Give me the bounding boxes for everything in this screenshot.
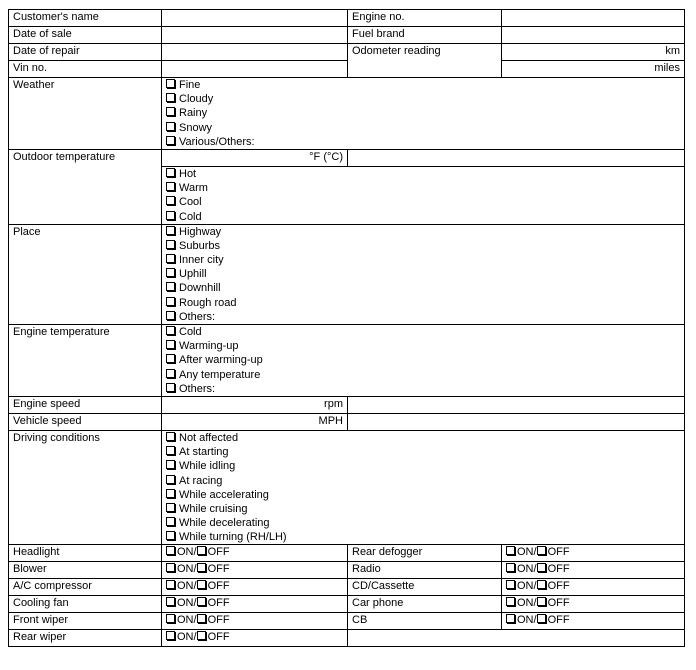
switch-label-cd-cassette: CD/Cassette	[348, 579, 502, 596]
option-any-temperature[interactable]	[166, 368, 680, 382]
off-label: OFF	[207, 631, 230, 644]
switch-row	[9, 545, 685, 562]
on-label: ON/	[517, 614, 537, 627]
off-checkbox-icon[interactable]	[537, 614, 546, 623]
on-checkbox-icon[interactable]	[166, 597, 175, 606]
on-checkbox-icon[interactable]	[166, 563, 175, 572]
off-checkbox-icon[interactable]	[537, 563, 546, 572]
off-label: OFF	[207, 614, 230, 627]
option-cool[interactable]	[166, 195, 680, 209]
checkbox-icon[interactable]	[166, 297, 175, 306]
engine-speed-row	[9, 396, 685, 413]
on-label: ON/	[177, 597, 197, 610]
place-options	[162, 224, 685, 324]
outdoor-temperature-row	[9, 149, 685, 166]
checkbox-icon[interactable]	[166, 446, 175, 455]
option-cloudy[interactable]	[166, 92, 680, 106]
off-label: OFF	[207, 597, 230, 610]
option-fine[interactable]	[166, 78, 680, 92]
switch-label-cb: CB	[348, 613, 502, 630]
on-checkbox-icon[interactable]	[166, 614, 175, 623]
checkbox-icon[interactable]	[166, 432, 175, 441]
option-label: Uphill	[179, 268, 207, 281]
off-checkbox-icon[interactable]	[197, 546, 206, 555]
off-checkbox-icon[interactable]	[197, 563, 206, 572]
checkbox-icon[interactable]	[166, 226, 175, 235]
checkbox-icon[interactable]	[166, 107, 175, 116]
customer-name-label: Customer's name	[9, 10, 162, 27]
checkbox-icon[interactable]	[166, 311, 175, 320]
driving-conditions-row	[9, 430, 685, 545]
checkbox-icon[interactable]	[166, 517, 175, 526]
off-checkbox-icon[interactable]	[537, 597, 546, 606]
checkbox-icon[interactable]	[166, 460, 175, 469]
on-label: ON/	[177, 563, 197, 576]
option-while-cruising[interactable]	[166, 502, 680, 516]
checkbox-icon[interactable]	[166, 136, 175, 145]
switch-headlight-onoff	[162, 545, 348, 562]
place-label: Place	[9, 224, 162, 324]
off-checkbox-icon[interactable]	[197, 614, 206, 623]
option-label: At starting	[179, 446, 229, 459]
option-while-decelerating[interactable]	[166, 516, 680, 530]
option-label: Cold	[179, 326, 202, 338]
checkbox-icon[interactable]	[166, 168, 175, 177]
switch-row	[9, 579, 685, 596]
switch-cd-cassette-onoff	[502, 579, 685, 596]
switch-front-wiper-onoff	[162, 613, 348, 630]
option-label: While turning (RH/LH)	[179, 531, 287, 544]
switch-label-cooling-fan: Cooling fan	[9, 596, 162, 613]
vehicle-speed-field[interactable]: MPH	[162, 413, 348, 430]
checkbox-icon[interactable]	[166, 326, 175, 335]
option-label: Suburbs	[179, 239, 220, 252]
option-label: Not affected	[179, 431, 239, 444]
option-highway[interactable]	[166, 225, 680, 239]
on-checkbox-icon[interactable]	[506, 580, 515, 589]
form-body	[9, 10, 685, 647]
option-suburbs[interactable]	[166, 239, 680, 253]
option-at-racing[interactable]	[166, 474, 680, 488]
engine-temperature-row	[9, 325, 685, 397]
off-checkbox-icon[interactable]	[537, 580, 546, 589]
option-hot[interactable]	[166, 167, 680, 181]
checkbox-icon[interactable]	[166, 531, 175, 540]
option-label: Cold	[179, 210, 202, 223]
option-label: Any temperature	[179, 368, 261, 381]
checkbox-icon[interactable]	[166, 475, 175, 484]
checkbox-icon[interactable]	[166, 489, 175, 498]
checkbox-icon[interactable]	[166, 122, 175, 131]
option-not-affected[interactable]	[166, 431, 680, 445]
fuel-brand-field[interactable]	[502, 27, 685, 44]
option-cold[interactable]	[166, 325, 680, 339]
switch-label-rear-wiper: Rear wiper	[9, 630, 162, 647]
off-checkbox-icon[interactable]	[197, 597, 206, 606]
off-checkbox-icon[interactable]	[197, 631, 206, 640]
option-label: Warm	[179, 182, 208, 195]
switch-cooling-fan-onoff	[162, 596, 348, 613]
engine-no-field[interactable]	[502, 10, 685, 27]
option-label: Rainy	[179, 107, 208, 120]
option-uphill[interactable]	[166, 267, 680, 281]
switch-label-blower: Blower	[9, 562, 162, 579]
engine-speed-label: Engine speed	[9, 396, 162, 413]
checkbox-icon[interactable]	[166, 240, 175, 249]
option-label: Cool	[179, 196, 202, 209]
odometer-label: Odometer reading	[348, 44, 502, 78]
fuel-brand-label: Fuel brand	[348, 27, 502, 44]
date-of-repair-field[interactable]	[162, 44, 348, 61]
checkbox-icon[interactable]	[166, 254, 175, 263]
date-of-repair-row	[9, 44, 685, 61]
switch-car-phone-onoff	[502, 596, 685, 613]
date-of-repair-label: Date of repair	[9, 44, 162, 61]
option-while-accelerating[interactable]	[166, 488, 680, 502]
switch-label-car-phone: Car phone	[348, 596, 502, 613]
odometer-miles-field[interactable]: miles	[502, 61, 685, 78]
customer-name-row	[9, 10, 685, 27]
outdoor-temperature-options	[162, 166, 685, 224]
switch-cb-onoff	[502, 613, 685, 630]
option-label: Various/Others:	[179, 135, 255, 148]
driving-conditions-options	[162, 430, 685, 545]
option-label: Highway	[179, 225, 222, 238]
off-label: OFF	[547, 563, 570, 576]
option-label: Rough road	[179, 296, 237, 309]
option-label: Downhill	[179, 282, 221, 295]
engine-speed-field[interactable]: rpm	[162, 396, 348, 413]
checkbox-icon[interactable]	[166, 182, 175, 191]
switch-label-headlight: Headlight	[9, 545, 162, 562]
vehicle-condition-form	[8, 9, 685, 647]
on-checkbox-icon[interactable]	[166, 580, 175, 589]
on-label: ON/	[177, 631, 197, 644]
checkbox-icon[interactable]	[166, 93, 175, 102]
option-warm[interactable]	[166, 181, 680, 195]
off-label: OFF	[207, 546, 230, 559]
checkbox-icon[interactable]	[166, 369, 175, 378]
checkbox-icon[interactable]	[166, 503, 175, 512]
option-others[interactable]	[166, 310, 680, 324]
option-after-warming-up[interactable]	[166, 353, 680, 367]
on-label: ON/	[517, 546, 537, 559]
option-label: Cloudy	[179, 93, 214, 106]
on-checkbox-icon[interactable]	[506, 597, 515, 606]
option-label: After warming-up	[179, 354, 263, 367]
on-label: ON/	[177, 546, 197, 559]
option-label: Others:	[179, 382, 216, 395]
option-label: Snowy	[179, 121, 213, 134]
on-checkbox-icon[interactable]	[506, 563, 515, 572]
option-label: Inner city	[179, 254, 224, 267]
option-label: Others:	[179, 310, 216, 323]
weather-label: Weather	[9, 78, 162, 150]
option-downhill[interactable]	[166, 281, 680, 295]
option-label: Fine	[179, 79, 201, 91]
off-label: OFF	[547, 580, 570, 593]
off-label: OFF	[547, 597, 570, 610]
vin-no-label: Vin no.	[9, 61, 162, 78]
switch-label-rear-defogger: Rear defogger	[348, 545, 502, 562]
customer-name-field[interactable]	[162, 10, 348, 27]
switch-label-radio: Radio	[348, 562, 502, 579]
off-checkbox-icon[interactable]	[537, 546, 546, 555]
on-checkbox-icon[interactable]	[166, 631, 175, 640]
option-label: While idling	[179, 460, 236, 473]
driving-conditions-label: Driving conditions	[9, 430, 162, 545]
vehicle-speed-row	[9, 413, 685, 430]
off-label: OFF	[207, 580, 230, 593]
on-label: ON/	[177, 580, 197, 593]
on-label: ON/	[517, 597, 537, 610]
option-others[interactable]	[166, 382, 680, 396]
checkbox-icon[interactable]	[166, 354, 175, 363]
option-label: Warming-up	[179, 340, 239, 353]
vin-no-row	[9, 61, 685, 78]
engine-temperature-label: Engine temperature	[9, 325, 162, 397]
on-checkbox-icon[interactable]	[166, 546, 175, 555]
option-warming-up[interactable]	[166, 339, 680, 353]
weather-row	[9, 78, 685, 150]
option-label: While cruising	[179, 502, 248, 515]
place-row	[9, 224, 685, 324]
checkbox-icon[interactable]	[166, 383, 175, 392]
option-cold[interactable]	[166, 210, 680, 224]
option-while-turning-rh-lh[interactable]	[166, 530, 680, 544]
on-label: ON/	[517, 580, 537, 593]
off-label: OFF	[207, 563, 230, 576]
option-rainy[interactable]	[166, 106, 680, 120]
switch-blank	[348, 630, 685, 647]
off-label: OFF	[547, 614, 570, 627]
vehicle-speed-blank	[348, 413, 685, 430]
vehicle-speed-label: Vehicle speed	[9, 413, 162, 430]
switch-row	[9, 562, 685, 579]
on-checkbox-icon[interactable]	[506, 614, 515, 623]
engine-temperature-options	[162, 325, 685, 397]
option-snowy[interactable]	[166, 121, 680, 135]
option-label: While accelerating	[179, 488, 269, 501]
on-label: ON/	[517, 563, 537, 576]
switch-radio-onoff	[502, 562, 685, 579]
option-rough-road[interactable]	[166, 296, 680, 310]
switch-blower-onoff	[162, 562, 348, 579]
option-various-others[interactable]	[166, 135, 680, 149]
date-of-sale-row	[9, 27, 685, 44]
switch-row	[9, 630, 685, 647]
date-of-sale-label: Date of sale	[9, 27, 162, 44]
switch-label-front-wiper: Front wiper	[9, 613, 162, 630]
vin-no-field[interactable]	[162, 61, 348, 78]
checkbox-icon[interactable]	[166, 340, 175, 349]
engine-speed-blank	[348, 396, 685, 413]
outdoor-temperature-label: Outdoor temperature	[9, 149, 162, 224]
checkbox-icon[interactable]	[166, 196, 175, 205]
option-inner-city[interactable]	[166, 253, 680, 267]
checkbox-icon[interactable]	[166, 79, 175, 88]
switch-rear-wiper-onoff	[162, 630, 348, 647]
option-at-starting[interactable]	[166, 445, 680, 459]
weather-options	[162, 78, 685, 150]
off-label: OFF	[547, 546, 570, 559]
switch-row	[9, 596, 685, 613]
switch-a-c-compressor-onoff	[162, 579, 348, 596]
on-label: ON/	[177, 614, 197, 627]
option-while-idling[interactable]	[166, 459, 680, 473]
switch-label-a-c-compressor: A/C compressor	[9, 579, 162, 596]
outdoor-temperature-field[interactable]: °F (°C)	[162, 149, 348, 166]
outdoor-temperature-blank	[348, 149, 685, 166]
off-checkbox-icon[interactable]	[197, 580, 206, 589]
checkbox-icon[interactable]	[166, 211, 175, 220]
checkbox-icon[interactable]	[166, 268, 175, 277]
checkbox-icon[interactable]	[166, 282, 175, 291]
option-label: At racing	[179, 474, 223, 487]
odometer-km-field[interactable]: km	[502, 44, 685, 61]
option-label: Hot	[179, 167, 197, 180]
engine-no-label: Engine no.	[348, 10, 502, 27]
switch-row	[9, 613, 685, 630]
switch-rear-defogger-onoff	[502, 545, 685, 562]
date-of-sale-field[interactable]	[162, 27, 348, 44]
on-checkbox-icon[interactable]	[506, 546, 515, 555]
option-label: While decelerating	[179, 517, 270, 530]
